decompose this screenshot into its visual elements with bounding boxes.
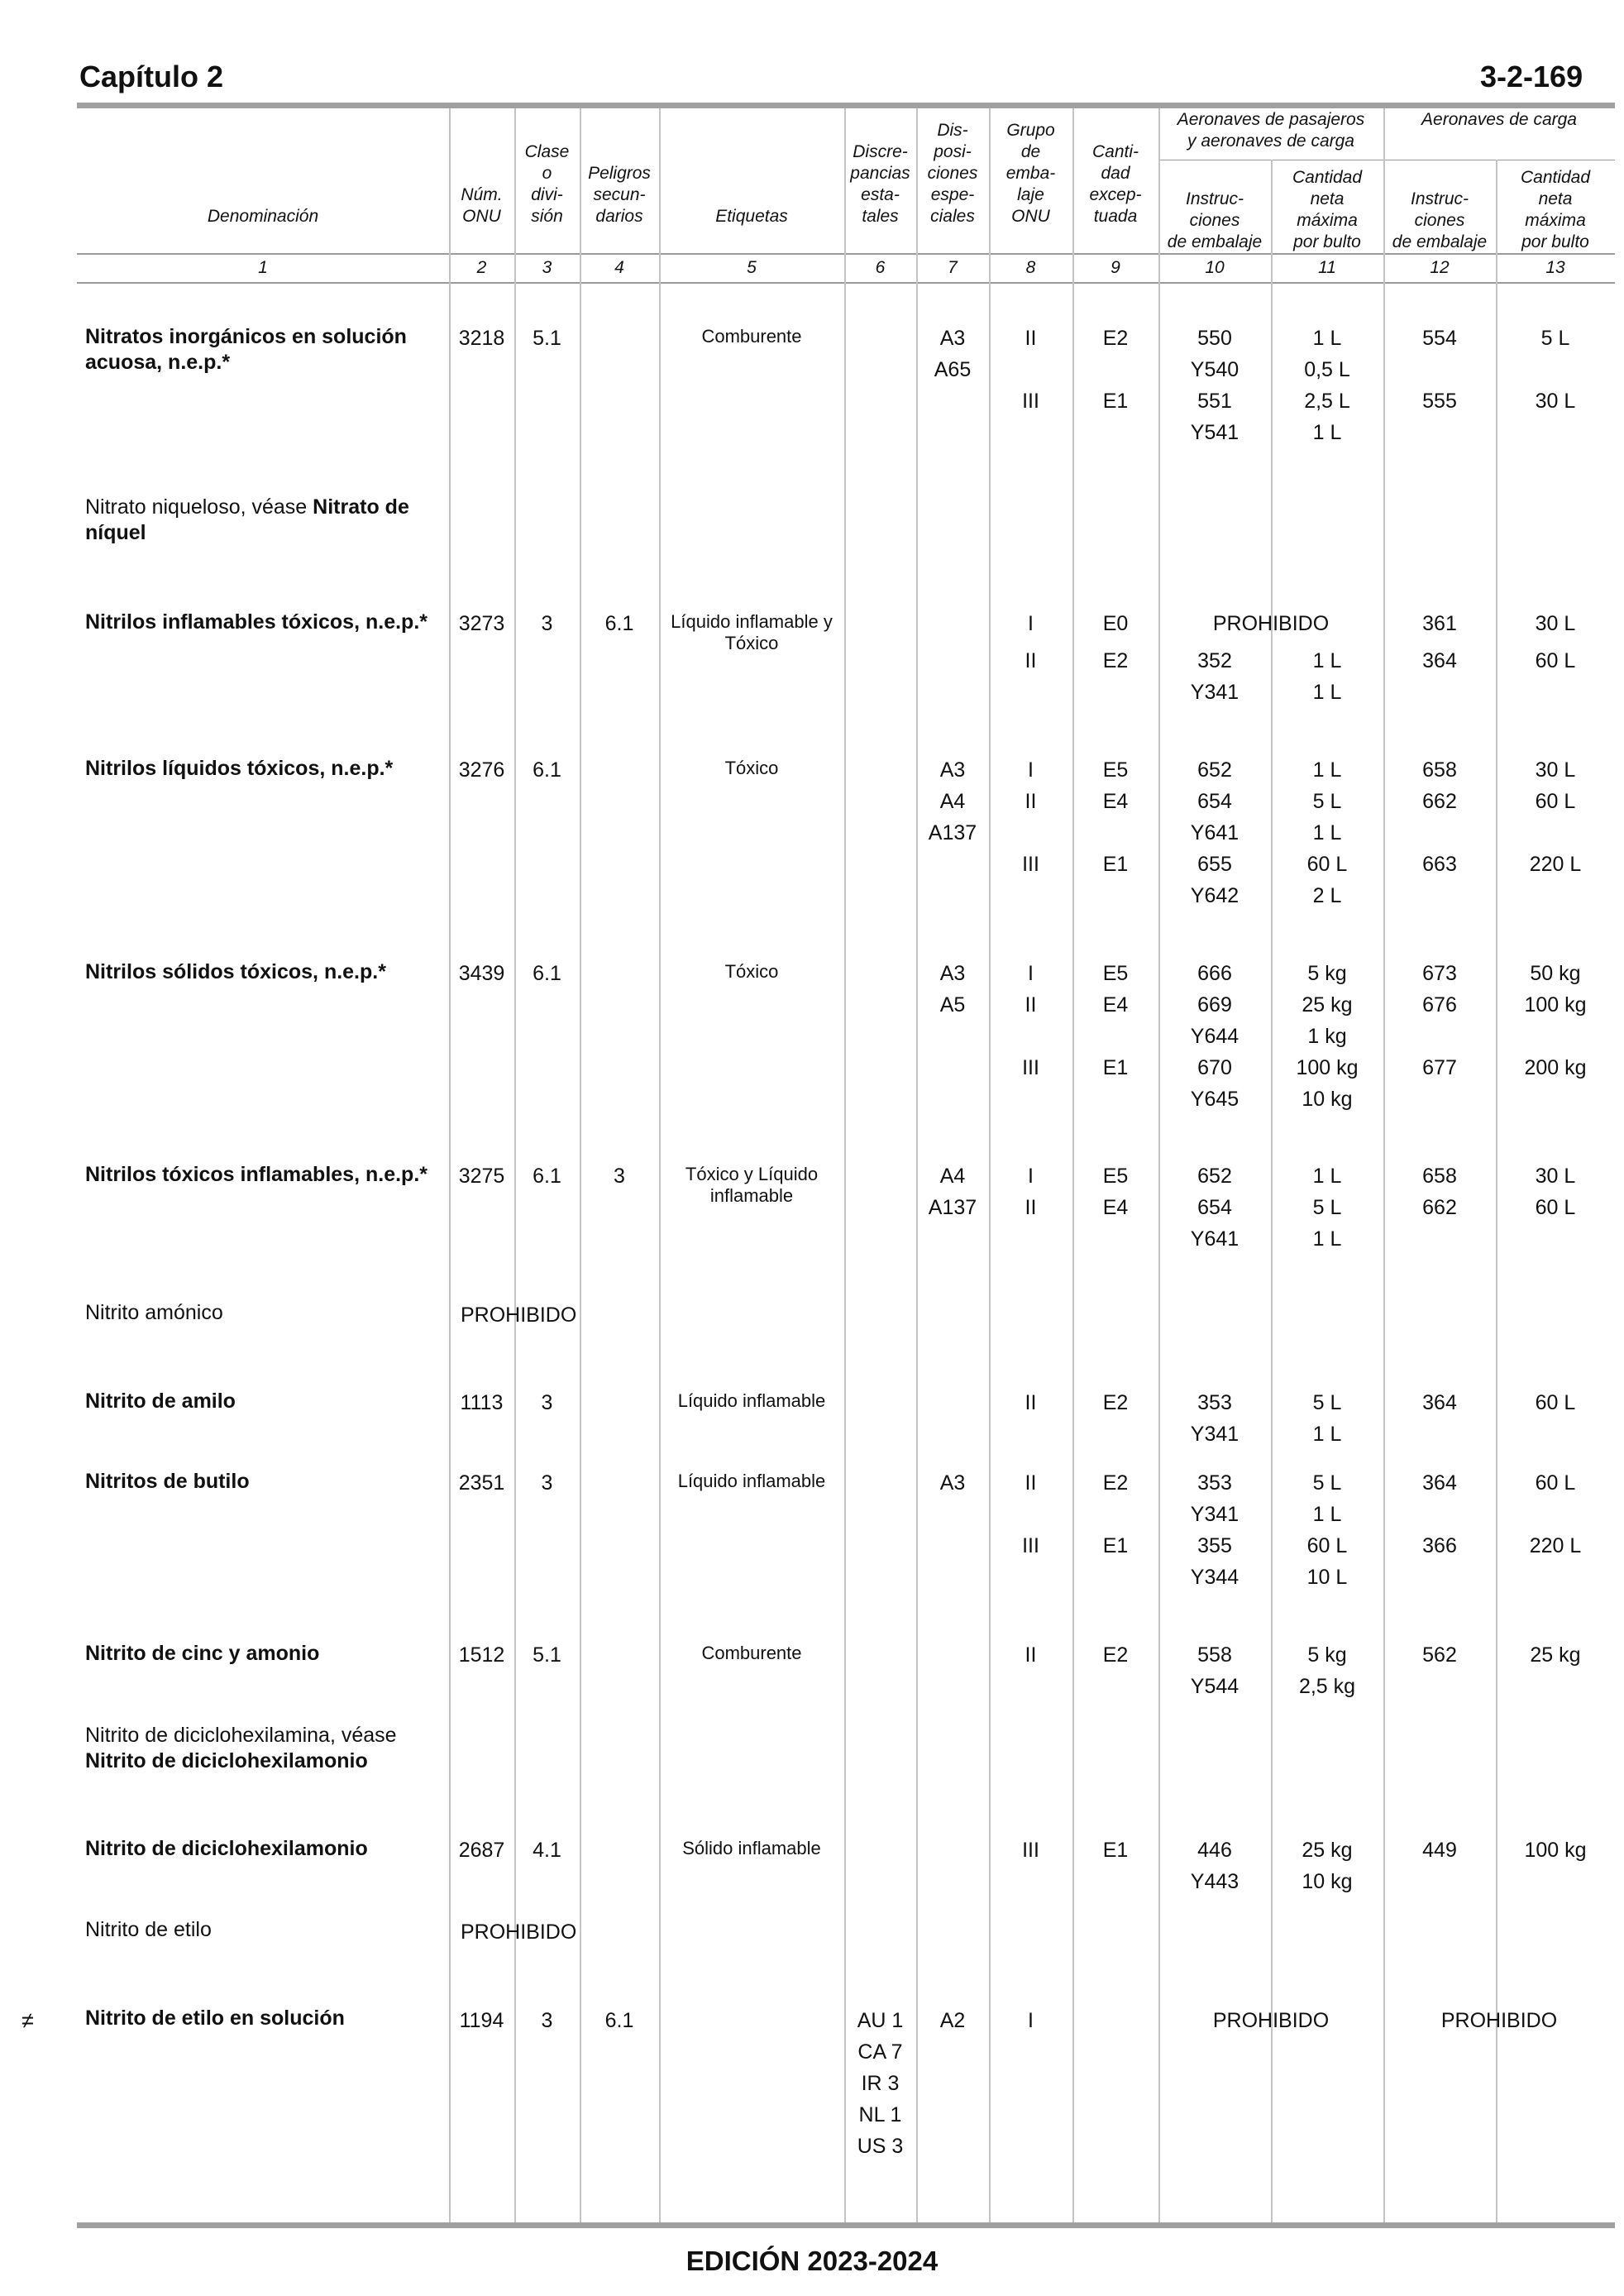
column-number: 7 [948,258,958,277]
packing-instruction: Y443 [1190,1870,1239,1893]
packing-instruction: 353 [1197,1471,1232,1495]
col-sep [844,108,846,2222]
max-quantity: 5 L [1312,1391,1342,1414]
max-quantity: 25 kg [1302,1839,1353,1862]
column-number: 6 [875,258,886,277]
cargo-max-quantity: 60 L [1535,1196,1576,1219]
excepted-quantity: E2 [1102,327,1129,350]
max-quantity: 60 L [1306,1534,1348,1557]
column-number: 10 [1205,258,1225,277]
class: 5.1 [533,1643,561,1667]
class: 6.1 [533,758,561,782]
cargo-packing-instruction: 673 [1422,962,1457,985]
cargo-max-quantity: 200 kg [1524,1056,1587,1079]
header-cargo-aircraft: Aeronaves de carga [1421,110,1577,129]
header-cargo-packing-instructions: Instruc- ciones de embalaje [1392,189,1488,251]
excepted-quantity: E1 [1102,1056,1129,1079]
column-number: 8 [1025,258,1036,277]
entry-name: Nitrito de etilo [85,1918,212,1941]
packing-group: I [1028,612,1034,635]
max-quantity: 10 kg [1302,1870,1353,1893]
cargo-packing-instruction: 364 [1422,649,1457,672]
entry-name: Nitrito de diciclohexilamonio [85,1837,368,1860]
cargo-max-quantity: 100 kg [1524,993,1587,1016]
column-number: 13 [1545,258,1565,277]
un-number: 3439 [458,962,505,985]
excepted-quantity: E2 [1102,1391,1129,1414]
cargo-max-quantity: 60 L [1535,1391,1576,1414]
cargo-max-quantity: 60 L [1535,649,1576,672]
special-provision: A3 [939,1471,966,1495]
special-provision: A4 [939,790,966,813]
cargo-max-quantity: 100 kg [1524,1839,1587,1862]
cargo-max-quantity: 25 kg [1530,1643,1581,1667]
max-quantity: 1 L [1312,649,1342,672]
un-number: 3273 [458,612,505,635]
max-quantity: 5 L [1312,1471,1342,1495]
col-sep [1271,160,1273,2222]
header-subsidiary-hazards: Peligros secun- darios [588,164,651,226]
packing-instruction: 652 [1197,758,1232,782]
state-variation: AU 1 [857,2009,904,2032]
cargo-packing-instruction: 554 [1422,327,1457,350]
packing-instruction: 654 [1197,1196,1232,1219]
prohibited-note: PROHIBIDO [1440,2009,1558,2032]
header-passenger-aircraft: Aeronaves de pasajeros y aeronaves de carga [1177,110,1365,151]
cargo-packing-instruction: 658 [1422,1165,1457,1188]
excepted-quantity: E4 [1102,1196,1129,1219]
packing-instruction: 550 [1197,327,1232,350]
header-labels: Etiquetas [715,207,788,226]
change-marker: ≠ [21,2008,34,2033]
column-number: 5 [747,258,757,277]
special-provision: A137 [928,1196,977,1219]
max-quantity: 1 L [1312,758,1342,782]
packing-group: II [1025,1471,1037,1495]
entry-name: Nitrito de diciclohexilamina, véase Nitrito de diciclohexilamonio [85,1724,397,1772]
excepted-quantity: E5 [1102,962,1129,985]
class: 4.1 [533,1839,561,1862]
cargo-packing-instruction: 366 [1422,1534,1457,1557]
cargo-packing-instruction: 662 [1422,1196,1457,1219]
top-rule [77,103,1615,108]
packing-group: II [1025,1391,1037,1414]
packing-instruction: 446 [1197,1839,1232,1862]
column-number: 9 [1111,258,1120,277]
prohibited-note: PROHIBIDO [461,1303,577,1327]
max-quantity: 1 L [1312,327,1342,350]
max-quantity: 5 kg [1307,962,1347,985]
entry-name: Nitrilos tóxicos inflamables, n.e.p.* [85,1163,427,1186]
cargo-max-quantity: 60 L [1535,790,1576,813]
packing-instruction: Y541 [1190,421,1239,444]
cargo-packing-instruction: 449 [1422,1839,1457,1862]
special-provision: A137 [928,821,977,844]
cargo-max-quantity: 30 L [1535,758,1576,782]
packing-instruction: Y341 [1190,1503,1239,1526]
entry-name: Nitrito amónico [85,1301,223,1324]
max-quantity: 1 L [1312,421,1342,444]
special-provision: A2 [939,2009,966,2032]
cargo-max-quantity: 220 L [1529,1534,1582,1557]
hazard-label: Comburente [701,1643,802,1663]
subsidiary-hazard: 6.1 [604,2009,634,2032]
cargo-max-quantity: 30 L [1535,612,1576,635]
excepted-quantity: E4 [1102,993,1129,1016]
max-quantity: 25 kg [1302,993,1353,1016]
un-number: 3276 [458,758,505,782]
packing-group: III [1022,390,1039,413]
max-quantity: 100 kg [1296,1056,1359,1079]
max-quantity: 5 kg [1307,1643,1347,1667]
cargo-packing-instruction: 364 [1422,1391,1457,1414]
special-provision: A3 [939,962,966,985]
cargo-packing-instruction: 677 [1422,1056,1457,1079]
edition-footer: EDICIÓN 2023-2024 [685,2246,939,2276]
packing-instruction: 655 [1197,853,1232,876]
cargo-packing-instruction: 676 [1422,993,1457,1016]
cargo-max-quantity: 5 L [1540,327,1570,350]
max-quantity: 2 L [1312,884,1342,907]
max-quantity: 1 kg [1307,1025,1347,1048]
header-state-variations: Discre- pancias esta- tales [850,142,910,226]
cargo-packing-instruction: 662 [1422,790,1457,813]
packing-instruction: 558 [1197,1643,1232,1667]
bottom-rule [77,2222,1615,2228]
special-provision: A3 [939,327,966,350]
packing-instruction: Y641 [1190,1227,1239,1251]
class: 6.1 [533,1165,561,1188]
max-quantity: 5 L [1312,1196,1342,1219]
prohibited-note: PROHIBIDO [1212,612,1330,635]
class: 5.1 [533,327,561,350]
hazard-label: Comburente [701,326,802,347]
hazard-label: Líquido inflamable y Tóxico [671,611,833,653]
packing-group: III [1022,1534,1039,1557]
max-quantity: 1 L [1312,1503,1342,1526]
un-number: 3275 [458,1165,505,1188]
excepted-quantity: E2 [1102,1471,1129,1495]
packing-group: II [1025,993,1037,1016]
packing-instruction: 353 [1197,1391,1232,1414]
header-pax-packing-instructions: Instruc- ciones de embalaje [1167,189,1263,251]
header-excepted-quantity: Canti- dad excep- tuada [1089,142,1142,226]
header-class: Clase o divi- sión [524,142,570,226]
packing-instruction: Y641 [1190,821,1239,844]
max-quantity: 5 L [1312,790,1342,813]
packing-instruction: 551 [1197,390,1232,413]
packing-instruction: Y540 [1190,358,1239,381]
max-quantity: 1 L [1312,681,1342,704]
packing-group: I [1028,962,1034,985]
un-number: 1512 [458,1643,505,1667]
cargo-packing-instruction: 361 [1422,612,1457,635]
column-number: 2 [476,258,487,277]
packing-group: I [1028,2009,1034,2032]
excepted-quantity: E1 [1102,1534,1129,1557]
packing-instruction: 669 [1197,993,1232,1016]
subsidiary-hazard: 3 [614,1165,625,1188]
cargo-max-quantity: 30 L [1535,390,1576,413]
header-packing-group: Grupo de emba- laje ONU [1005,121,1056,226]
packing-instruction: 355 [1197,1534,1232,1557]
page-number: 3-2-169 [1480,60,1583,93]
excepted-quantity: E5 [1102,1165,1129,1188]
column-number: 1 [258,258,268,277]
header-cargo-max-quantity: Cantidad neta máxima por bulto [1520,168,1591,251]
packing-instruction: 352 [1197,649,1232,672]
entry-name: Nitritos de butilo [85,1470,250,1493]
entry-name: Nitrito de etilo en solución [85,2007,345,2030]
prohibited-note: PROHIBIDO [461,1921,577,1944]
packing-group: II [1025,327,1037,350]
header-denominacion: Denominación [207,207,319,226]
un-number: 3218 [458,327,505,350]
subsidiary-hazard: 6.1 [604,612,634,635]
packing-group: III [1022,1839,1039,1862]
state-variation: CA 7 [857,2040,903,2064]
cargo-max-quantity: 60 L [1535,1471,1576,1495]
packing-instruction: Y341 [1190,1423,1239,1446]
special-provision: A65 [934,358,972,381]
packing-instruction: 666 [1197,962,1232,985]
hazard-label: Tóxico [724,961,779,982]
special-provision: A4 [939,1165,966,1188]
packing-instruction: 670 [1197,1056,1232,1079]
max-quantity: 1 L [1312,1423,1342,1446]
header-pax-max-quantity: Cantidad neta máxima por bulto [1292,168,1363,251]
excepted-quantity: E1 [1102,853,1129,876]
state-variation: IR 3 [861,2072,900,2095]
max-quantity: 60 L [1306,853,1348,876]
entry-name: Nitrato niqueloso, véase Nitrato de níquel [85,495,409,544]
un-number: 2351 [458,1471,505,1495]
cargo-max-quantity: 220 L [1529,853,1582,876]
packing-instruction: Y544 [1190,1675,1239,1698]
excepted-quantity: E2 [1102,649,1129,672]
special-provision: A3 [939,758,966,782]
cargo-max-quantity: 30 L [1535,1165,1576,1188]
entry-name: Nitrilos sólidos tóxicos, n.e.p.* [85,960,386,983]
excepted-quantity: E5 [1102,758,1129,782]
max-quantity: 10 kg [1302,1088,1353,1111]
column-number: 4 [614,258,624,277]
excepted-quantity: E1 [1102,390,1129,413]
packing-instruction: Y645 [1190,1088,1239,1111]
packing-instruction: Y644 [1190,1025,1239,1048]
entry-name: Nitratos inorgánicos en solución acuosa, n.e.p.* [85,325,407,374]
class: 3 [541,2009,553,2032]
header-un-number: Núm. ONU [461,185,503,226]
class: 3 [541,612,553,635]
chapter-title: Capítulo 2 [79,60,224,93]
hazard-label: Tóxico y Líquido inflamable [685,1164,819,1206]
excepted-quantity: E4 [1102,790,1129,813]
cargo-max-quantity: 50 kg [1530,962,1581,985]
packing-instruction: Y642 [1190,884,1239,907]
column-number: 3 [542,258,552,277]
col-sep [1496,160,1497,2222]
packing-group: II [1025,790,1037,813]
max-quantity: 10 L [1306,1566,1348,1589]
packing-instruction: 654 [1197,790,1232,813]
cargo-packing-instruction: 555 [1422,390,1457,413]
column-number: 12 [1430,258,1450,277]
state-variation: US 3 [857,2135,904,2158]
class: 3 [541,1471,553,1495]
un-number: 1113 [460,1391,504,1414]
hazard-label: Líquido inflamable [677,1390,826,1411]
packing-group: III [1022,1056,1039,1079]
packing-instruction: Y341 [1190,681,1239,704]
packing-group: II [1025,1643,1037,1667]
state-variation: NL 1 [858,2103,902,2126]
entry-name: Nitrilos líquidos tóxicos, n.e.p.* [85,757,394,780]
entry-name: Nitrito de amilo [85,1390,236,1413]
cargo-packing-instruction: 562 [1422,1643,1457,1667]
max-quantity: 2,5 L [1304,390,1350,413]
excepted-quantity: E0 [1102,612,1129,635]
entry-name: Nitrito de cinc y amonio [85,1642,320,1665]
class: 6.1 [533,962,561,985]
packing-group: I [1028,1165,1034,1188]
max-quantity: 1 L [1312,1227,1342,1251]
prohibited-note: PROHIBIDO [1212,2009,1330,2032]
packing-group: III [1022,853,1039,876]
packing-instruction: 652 [1197,1165,1232,1188]
packing-group: I [1028,758,1034,782]
excepted-quantity: E2 [1102,1643,1129,1667]
entry-name: Nitrilos inflamables tóxicos, n.e.p.* [85,610,427,634]
max-quantity: 1 L [1312,1165,1342,1188]
header-special-provisions: Dis- posi- ciones espe- ciales [927,121,978,226]
max-quantity: 2,5 kg [1298,1675,1356,1698]
special-provision: A5 [939,993,966,1016]
hazard-label: Líquido inflamable [677,1471,826,1491]
hazard-label: Tóxico [724,758,779,778]
packing-group: II [1025,649,1037,672]
un-number: 2687 [458,1839,505,1862]
max-quantity: 1 L [1312,821,1342,844]
packing-instruction: Y344 [1190,1566,1239,1589]
column-number: 11 [1318,258,1336,277]
max-quantity: 0,5 L [1304,358,1350,381]
class: 3 [541,1391,553,1414]
packing-group: II [1025,1196,1037,1219]
cargo-packing-instruction: 658 [1422,758,1457,782]
un-number: 1194 [459,2009,504,2032]
cargo-packing-instruction: 364 [1422,1471,1457,1495]
hazard-label: Sólido inflamable [682,1838,821,1858]
cargo-packing-instruction: 663 [1422,853,1457,876]
excepted-quantity: E1 [1102,1839,1129,1862]
